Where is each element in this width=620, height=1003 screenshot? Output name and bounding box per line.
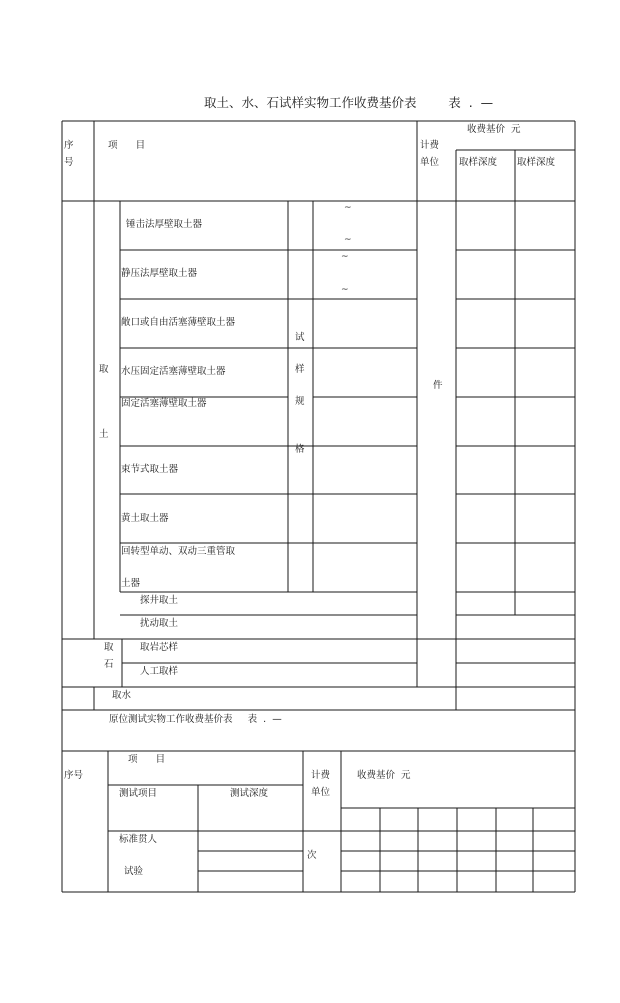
spec-char-2: 样 xyxy=(295,364,305,375)
unit-piece: 件 xyxy=(433,380,443,391)
table2-test-depth: 测试深度 xyxy=(230,788,269,799)
row-label: 敞口或自由活塞薄壁取土器 xyxy=(121,317,236,328)
tilde-mark: ~ xyxy=(341,252,349,262)
header-seq-line1: 序 xyxy=(64,140,74,151)
header-depth-col1: 取样深度 xyxy=(459,157,498,168)
row-label: 土器 xyxy=(121,578,141,589)
spec-char-3: 规 xyxy=(295,396,305,407)
table2-unit-times: 次 xyxy=(307,850,317,861)
row-label: 黄土取土器 xyxy=(121,513,169,524)
tilde-mark: ~ xyxy=(341,285,349,295)
table2-test-item: 测试项目 xyxy=(119,788,158,799)
header-price: 收费基价 元 xyxy=(467,124,521,135)
header-item: 项 目 xyxy=(108,140,146,151)
row-label: 人工取样 xyxy=(140,666,179,677)
page-title: 取土、水、石试样实物工作收费基价表 表 . — xyxy=(204,95,494,110)
table2-unit-line2: 单位 xyxy=(311,787,331,798)
row-label: 锤击法厚壁取土器 xyxy=(126,219,203,230)
header-unit-line2: 单位 xyxy=(420,157,440,168)
tilde-mark: ~ xyxy=(344,235,352,245)
header-depth-col2: 取样深度 xyxy=(517,157,556,168)
group-soil-line2: 土 xyxy=(99,429,109,440)
group-soil-line1: 取 xyxy=(99,364,109,375)
row-label: 固定活塞薄壁取土器 xyxy=(121,398,207,409)
row-label: 探井取土 xyxy=(140,595,179,606)
row-label: 水压固定活塞薄壁取土器 xyxy=(121,366,226,377)
table2-row-standard: 标准贯人 xyxy=(119,834,158,845)
row-label: 束节式取土器 xyxy=(121,464,179,475)
table2-seq: 序号 xyxy=(64,770,84,781)
row-label: 静压法厚壁取土器 xyxy=(121,268,198,279)
header-unit-line1: 计费 xyxy=(420,140,440,151)
group-rock-line2: 石 xyxy=(104,659,114,670)
table2-row-test: 试验 xyxy=(124,866,144,877)
header-seq-line2: 号 xyxy=(64,157,74,168)
table2-price: 收费基价 元 xyxy=(357,770,411,781)
row-label: 回转型单动、双动三重管取 xyxy=(121,546,236,557)
table2-title: 原位测试实物工作收费基价表 表 . — xyxy=(109,714,282,725)
row-label: 取水 xyxy=(112,690,132,701)
group-rock-line1: 取 xyxy=(104,642,114,653)
table2-unit-line1: 计费 xyxy=(311,770,331,781)
spec-char-1: 试 xyxy=(295,332,305,343)
spec-char-4: 格 xyxy=(295,444,305,455)
tilde-mark: ~ xyxy=(344,203,352,213)
row-label: 取岩芯样 xyxy=(140,642,179,653)
table2-item: 项 目 xyxy=(128,754,166,765)
row-label: 扰动取土 xyxy=(140,618,179,629)
